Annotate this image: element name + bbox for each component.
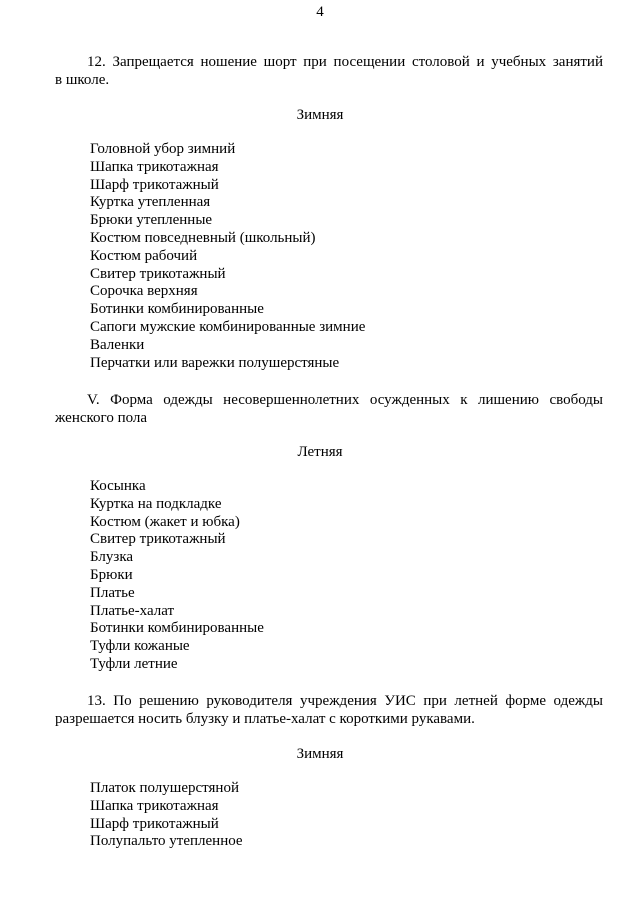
list-item: Шапка трикотажная xyxy=(90,158,219,175)
list-item: Головной убор зимний xyxy=(90,141,236,157)
list-item: Свитер трикотажный xyxy=(90,265,226,282)
list-item: Валенки xyxy=(90,336,145,353)
list-item: Туфли летние xyxy=(90,655,178,672)
paragraph-12-line-1: 12. Запрещается ношение шорт при посещении столовой и учебных занятий xyxy=(87,54,603,70)
list-item: Полупальто утепленное xyxy=(90,833,243,850)
list-item: Платок полушерстяной xyxy=(90,780,239,796)
list-item: Сорочка верхняя xyxy=(90,283,198,300)
winter-clothing-list-2 xyxy=(90,780,243,851)
list-item: Сапоги мужские комбинированные зимние xyxy=(90,318,366,335)
heading-summer: Летняя xyxy=(297,444,343,460)
paragraph-12-line-2: в школе. xyxy=(55,72,110,88)
list-item: Туфли кожаные xyxy=(90,638,190,655)
list-item: Платье-халат xyxy=(90,602,175,619)
list-item: Брюки утепленные xyxy=(90,212,213,229)
list-item: Шарф трикотажный xyxy=(90,815,219,832)
heading-winter-2: Зимняя xyxy=(296,746,344,762)
list-item: Свитер трикотажный xyxy=(90,531,226,548)
list-item: Шарф трикотажный xyxy=(90,176,219,193)
list-item: Костюм (жакет и юбка) xyxy=(90,513,240,530)
paragraph-13-line-1: 13. По решению руководителя учреждения УИС при летней форме одежды xyxy=(87,693,603,709)
list-item: Шапка трикотажная xyxy=(90,797,219,814)
list-item: Костюм повседневный (школьный) xyxy=(90,229,316,246)
list-item: Костюм рабочий xyxy=(90,247,198,264)
list-item: Платье xyxy=(90,584,135,601)
list-item: Куртка утепленная xyxy=(90,194,211,211)
page-number: 4 xyxy=(316,4,324,20)
list-item: Ботинки комбинированные xyxy=(90,620,264,637)
paragraph-13-line-2: разрешается носить блузку и платье-халат с короткими рукавами. xyxy=(55,711,475,727)
list-item: Косынка xyxy=(90,478,146,494)
winter-clothing-list xyxy=(90,141,365,372)
summer-clothing-list xyxy=(90,478,264,674)
list-item: Блузка xyxy=(90,549,134,566)
list-item: Ботинки комбинированные xyxy=(90,301,264,318)
section-v-title-line-1: V. Форма одежды несовершеннолетних осужденных к лишению свободы xyxy=(87,392,603,408)
list-item: Перчатки или варежки полушерстяные xyxy=(90,354,340,371)
section-v-title-line-2: женского пола xyxy=(55,410,148,426)
heading-winter: Зимняя xyxy=(296,107,344,123)
list-item: Куртка на подкладке xyxy=(90,495,222,512)
list-item: Брюки xyxy=(90,566,133,583)
